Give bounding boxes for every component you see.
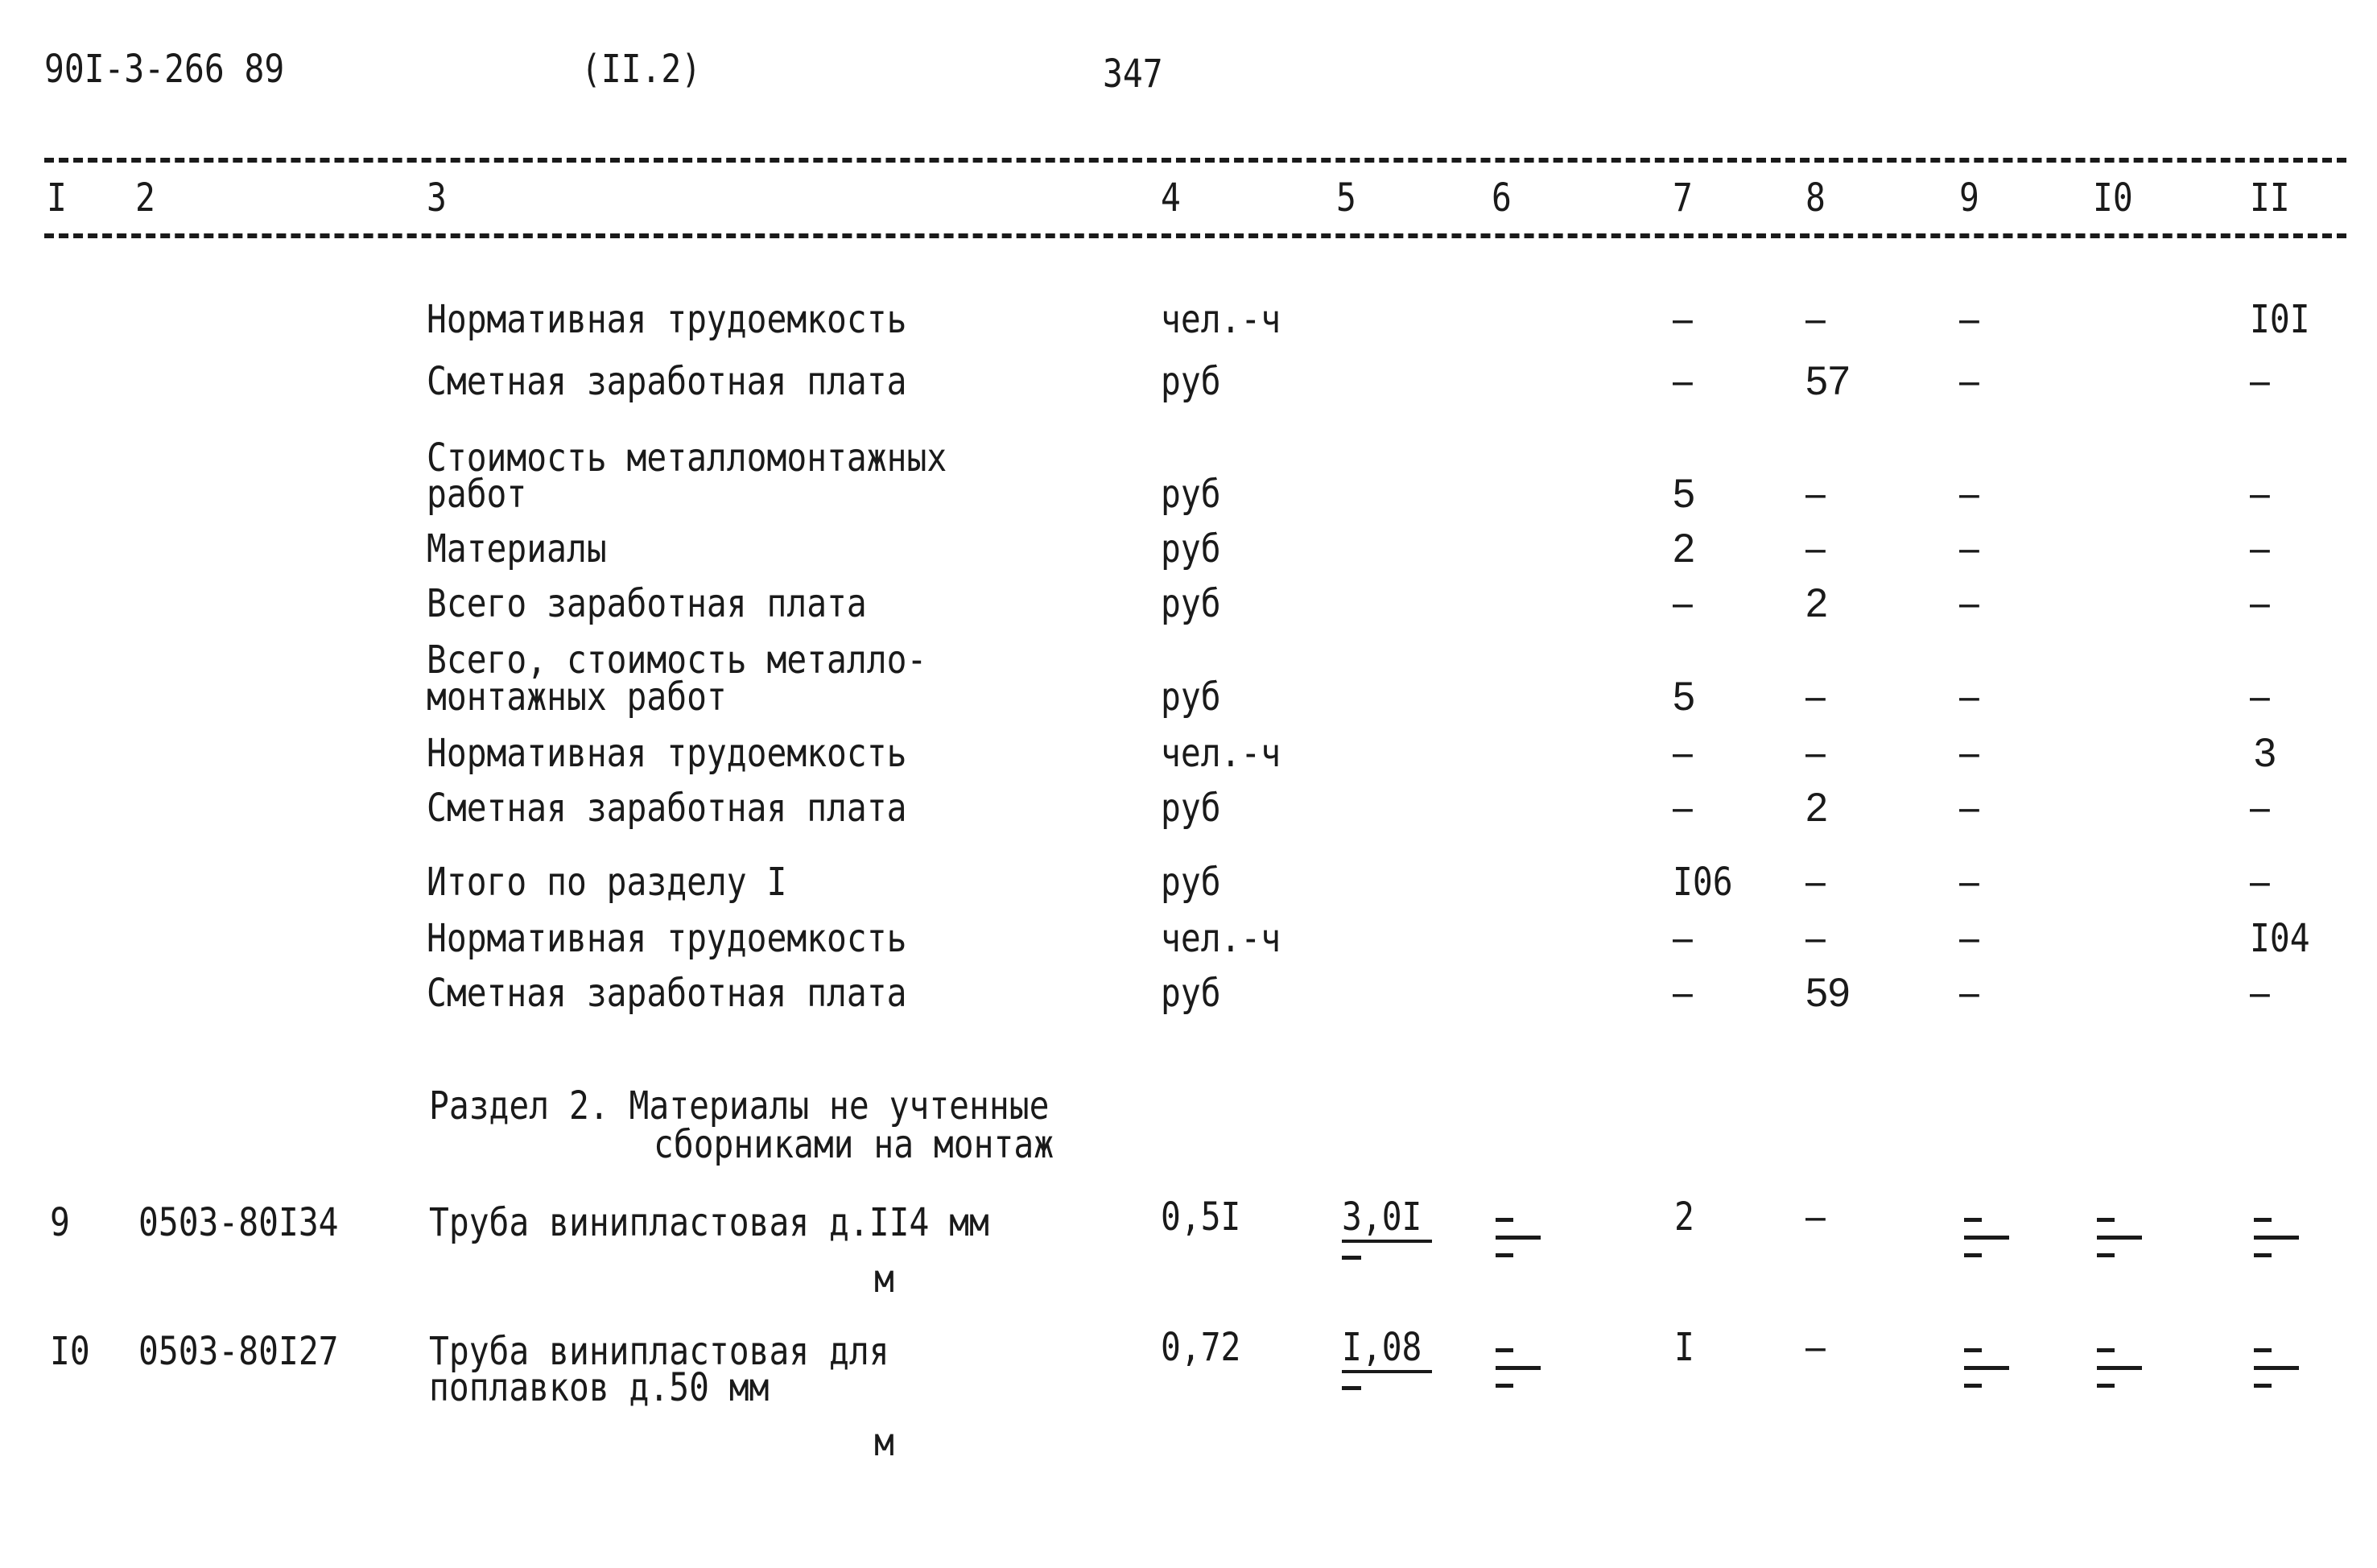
col-header-1: I bbox=[47, 175, 67, 221]
item-code: 0503-80I34 bbox=[138, 1200, 339, 1245]
row-unit: руб bbox=[1161, 675, 1221, 720]
row-col7: – bbox=[1673, 297, 1693, 342]
row-col7: 5 bbox=[1673, 674, 1695, 719]
col11-dash-mid bbox=[2254, 1236, 2299, 1240]
col9-dash-mid bbox=[1964, 1366, 2009, 1370]
table-top-rule bbox=[44, 158, 2346, 163]
col-header-3: 3 bbox=[427, 175, 447, 221]
item-unit: м bbox=[874, 1256, 894, 1302]
row-unit: руб bbox=[1161, 860, 1221, 905]
col-header-5: 5 bbox=[1336, 175, 1356, 221]
row-col9: – bbox=[1959, 916, 1979, 961]
row-col7: – bbox=[1673, 916, 1693, 961]
row-col11: – bbox=[2250, 675, 2270, 720]
item-name-line2: поплавков д.50 мм bbox=[429, 1365, 770, 1410]
row-unit: чел.-ч bbox=[1161, 297, 1281, 342]
col11-dash-mid bbox=[2254, 1366, 2299, 1370]
col-header-9: 9 bbox=[1959, 175, 1979, 221]
item-name-line1: Труба винипластовая для bbox=[429, 1329, 889, 1374]
row-col8: 2 bbox=[1805, 580, 1828, 625]
row-col7: – bbox=[1673, 731, 1693, 776]
col-header-8: 8 bbox=[1805, 175, 1826, 221]
row-col8: – bbox=[1805, 526, 1826, 571]
item-price: 3,0I bbox=[1342, 1195, 1422, 1240]
price-sub-dash bbox=[1342, 1386, 1361, 1390]
row-col8: – bbox=[1805, 916, 1826, 961]
col6-dash-mid bbox=[1496, 1236, 1541, 1240]
row-unit: чел.-ч bbox=[1161, 731, 1281, 776]
row-unit: чел.-ч bbox=[1161, 916, 1281, 961]
row-col8: – bbox=[1805, 731, 1826, 776]
col9-dash-top bbox=[1964, 1218, 1982, 1222]
col-header-6: 6 bbox=[1492, 175, 1512, 221]
item-col7: 2 bbox=[1674, 1195, 1694, 1240]
item-name: Труба винипластовая д.II4 мм bbox=[429, 1200, 989, 1245]
col6-dash-mid bbox=[1496, 1366, 1541, 1370]
col6-dash-top bbox=[1496, 1348, 1513, 1352]
row-col11: – bbox=[2250, 526, 2270, 571]
item-quantity: 0,72 bbox=[1161, 1325, 1241, 1370]
row-unit: руб bbox=[1161, 472, 1221, 517]
row-col11: I0I bbox=[2250, 297, 2310, 342]
col-header-4: 4 bbox=[1161, 175, 1181, 221]
row-name: Нормативная трудоемкость bbox=[427, 297, 907, 342]
row-unit: руб bbox=[1161, 786, 1221, 831]
row-col11: 3 bbox=[2254, 730, 2276, 775]
col9-dash-bottom bbox=[1964, 1253, 1982, 1257]
row-col7: 2 bbox=[1673, 526, 1695, 571]
row-name: Всего заработная плата bbox=[427, 581, 867, 626]
row-unit: руб bbox=[1161, 526, 1221, 571]
col9-dash-top bbox=[1964, 1348, 1982, 1352]
price-sub-dash bbox=[1342, 1256, 1361, 1260]
row-name-line1: Стоимость металломонтажных bbox=[427, 435, 947, 481]
row-name: Сметная заработная плата bbox=[427, 971, 907, 1016]
row-col9: – bbox=[1959, 526, 1979, 571]
row-col11: – bbox=[2250, 581, 2270, 626]
item-unit: м bbox=[874, 1420, 894, 1465]
item-col8: – bbox=[1805, 1195, 1826, 1240]
row-name-line2: работ bbox=[427, 472, 527, 517]
row-col8: – bbox=[1805, 297, 1826, 342]
section-ref: (II.2) bbox=[581, 47, 702, 92]
row-col9: – bbox=[1959, 860, 1979, 905]
col9-dash-mid bbox=[1964, 1236, 2009, 1240]
col10-dash-bottom bbox=[2097, 1253, 2115, 1257]
col11-dash-top bbox=[2254, 1218, 2272, 1222]
row-col8: 2 bbox=[1805, 785, 1828, 830]
col11-dash-bottom bbox=[2254, 1384, 2272, 1388]
row-unit: руб bbox=[1161, 581, 1221, 626]
col11-dash-top bbox=[2254, 1348, 2272, 1352]
row-col9: – bbox=[1959, 297, 1979, 342]
item-number: I0 bbox=[50, 1329, 90, 1374]
col6-dash-bottom bbox=[1496, 1253, 1513, 1257]
col11-dash-bottom bbox=[2254, 1253, 2272, 1257]
col10-dash-mid bbox=[2097, 1366, 2142, 1370]
row-unit: руб bbox=[1161, 359, 1221, 404]
row-name: Итого по разделу I bbox=[427, 860, 787, 905]
row-col11: I04 bbox=[2250, 916, 2310, 961]
section-heading-line1: Раздел 2. Материалы не учтенные bbox=[429, 1083, 1050, 1129]
price-underline bbox=[1342, 1370, 1432, 1373]
item-col7: I bbox=[1674, 1325, 1694, 1370]
row-col11: – bbox=[2250, 472, 2270, 517]
item-price: I,08 bbox=[1342, 1325, 1422, 1370]
row-col9: – bbox=[1959, 786, 1979, 831]
row-col9: – bbox=[1959, 472, 1979, 517]
row-col11: – bbox=[2250, 971, 2270, 1016]
row-col9: – bbox=[1959, 731, 1979, 776]
col-header-11: II bbox=[2250, 175, 2290, 221]
col10-dash-top bbox=[2097, 1218, 2115, 1222]
row-name-line1: Всего, стоимость металло- bbox=[427, 638, 927, 683]
row-name-line2: монтажных работ bbox=[427, 675, 727, 720]
row-col9: – bbox=[1959, 675, 1979, 720]
row-col8: 59 bbox=[1805, 970, 1851, 1015]
col-header-7: 7 bbox=[1673, 175, 1693, 221]
item-quantity: 0,5I bbox=[1161, 1195, 1241, 1240]
row-unit: руб bbox=[1161, 971, 1221, 1016]
row-name: Материалы bbox=[427, 526, 607, 571]
page-number: 347 bbox=[1103, 52, 1163, 97]
col9-dash-bottom bbox=[1964, 1384, 1982, 1388]
row-col9: – bbox=[1959, 359, 1979, 404]
row-col9: – bbox=[1959, 581, 1979, 626]
col10-dash-mid bbox=[2097, 1236, 2142, 1240]
row-col11: – bbox=[2250, 359, 2270, 404]
row-col7: 5 bbox=[1673, 471, 1695, 516]
row-col11: – bbox=[2250, 860, 2270, 905]
row-col7: – bbox=[1673, 971, 1693, 1016]
col6-dash-bottom bbox=[1496, 1384, 1513, 1388]
doc-code: 90I-3-266 89 bbox=[44, 47, 285, 92]
row-name: Нормативная трудоемкость bbox=[427, 916, 907, 961]
item-number: 9 bbox=[50, 1200, 70, 1245]
row-name: Нормативная трудоемкость bbox=[427, 731, 907, 776]
col-header-10: I0 bbox=[2093, 175, 2133, 221]
price-underline bbox=[1342, 1240, 1432, 1243]
col10-dash-bottom bbox=[2097, 1384, 2115, 1388]
row-col8: 57 bbox=[1805, 358, 1851, 403]
row-col8: – bbox=[1805, 860, 1826, 905]
col10-dash-top bbox=[2097, 1348, 2115, 1352]
row-col8: – bbox=[1805, 675, 1826, 720]
row-col7: I06 bbox=[1673, 860, 1733, 905]
item-code: 0503-80I27 bbox=[138, 1329, 339, 1374]
row-col7: – bbox=[1673, 581, 1693, 626]
table-header-rule bbox=[44, 233, 2346, 238]
row-col7: – bbox=[1673, 786, 1693, 831]
row-col11: – bbox=[2250, 786, 2270, 831]
col6-dash-top bbox=[1496, 1218, 1513, 1222]
col-header-2: 2 bbox=[135, 175, 155, 221]
item-col8: – bbox=[1805, 1325, 1826, 1370]
row-col9: – bbox=[1959, 971, 1979, 1016]
row-name: Сметная заработная плата bbox=[427, 786, 907, 831]
row-col8: – bbox=[1805, 472, 1826, 517]
row-col7: – bbox=[1673, 359, 1693, 404]
row-name: Сметная заработная плата bbox=[427, 359, 907, 404]
section-heading-line2: сборниками на монтаж bbox=[654, 1122, 1054, 1167]
